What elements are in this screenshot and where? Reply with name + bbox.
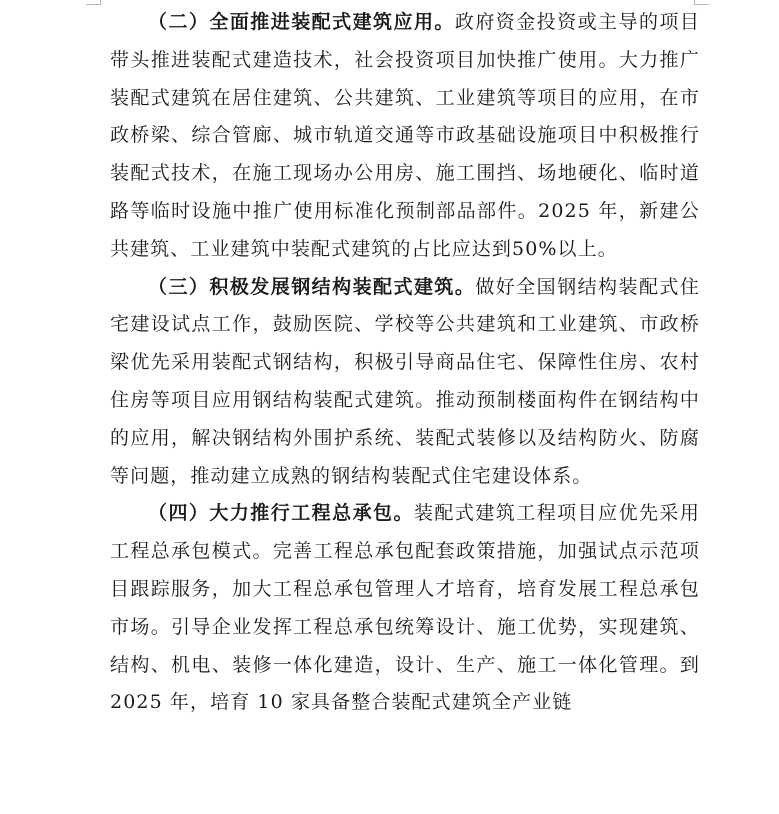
section-heading-3: （三）积极发展钢结构装配式建筑。 — [148, 275, 476, 298]
section-text-2: 政府资金投资或主导的项目带头推进装配式建造技术，社会投资项目加快推广使用。大力推广装配式建筑在居住建筑、公共建筑、工业建筑等项目的应用，在市政桥梁、综合管廊、城市轨道交通等市政基础设施项目中积极推行装配式技术，在施工现场办公用房、施工围挡、场地硬化、临时道路等临时设施中推广使用标准化预制部品部件。2025 年，新建公共建筑、工业建筑中装配式建筑的占比应达到50%以上。 — [110, 11, 700, 260]
section-heading-2: （二）全面推进装配式建筑应用。 — [148, 11, 455, 33]
section-text-3: 做好全国钢结构装配式住宅建设试点工作，鼓励医院、学校等公共建筑和工业建筑、市政桥梁优先采用装配式钢结构，积极引导商品住宅、保障性住房、农村住房等项目应用钢结构装配式建筑。推动预制楼面构件在钢结构中的应用，解决钢结构外围护系统、装配式装修以及结构防火、防腐等问题，推动建立成熟的钢结构装配式住宅建设体系。 — [110, 275, 700, 487]
section-text-4: 装配式建筑工程项目应优先采用工程总承包模式。完善工程总承包配套政策措施，加强试点示范项目跟踪服务，加大工程总承包管理人才培育，培育发展工程总承包市场。引导企业发挥工程总承包统筹设计、施工优势，实现建筑、结构、机电、装修一体化建造，设计、生产、施工一体化管理。到 2025 年，培育 10 家具备整合装配式建筑全产业链 — [110, 502, 700, 714]
section-heading-4: （四）大力推行工程总承包。 — [148, 502, 414, 525]
paragraph-section-4 — [110, 495, 700, 722]
paragraph-section-3 — [110, 269, 700, 496]
document-body — [110, 4, 700, 722]
page-corner-mark-left — [86, 0, 101, 5]
paragraph-section-2 — [110, 4, 700, 269]
